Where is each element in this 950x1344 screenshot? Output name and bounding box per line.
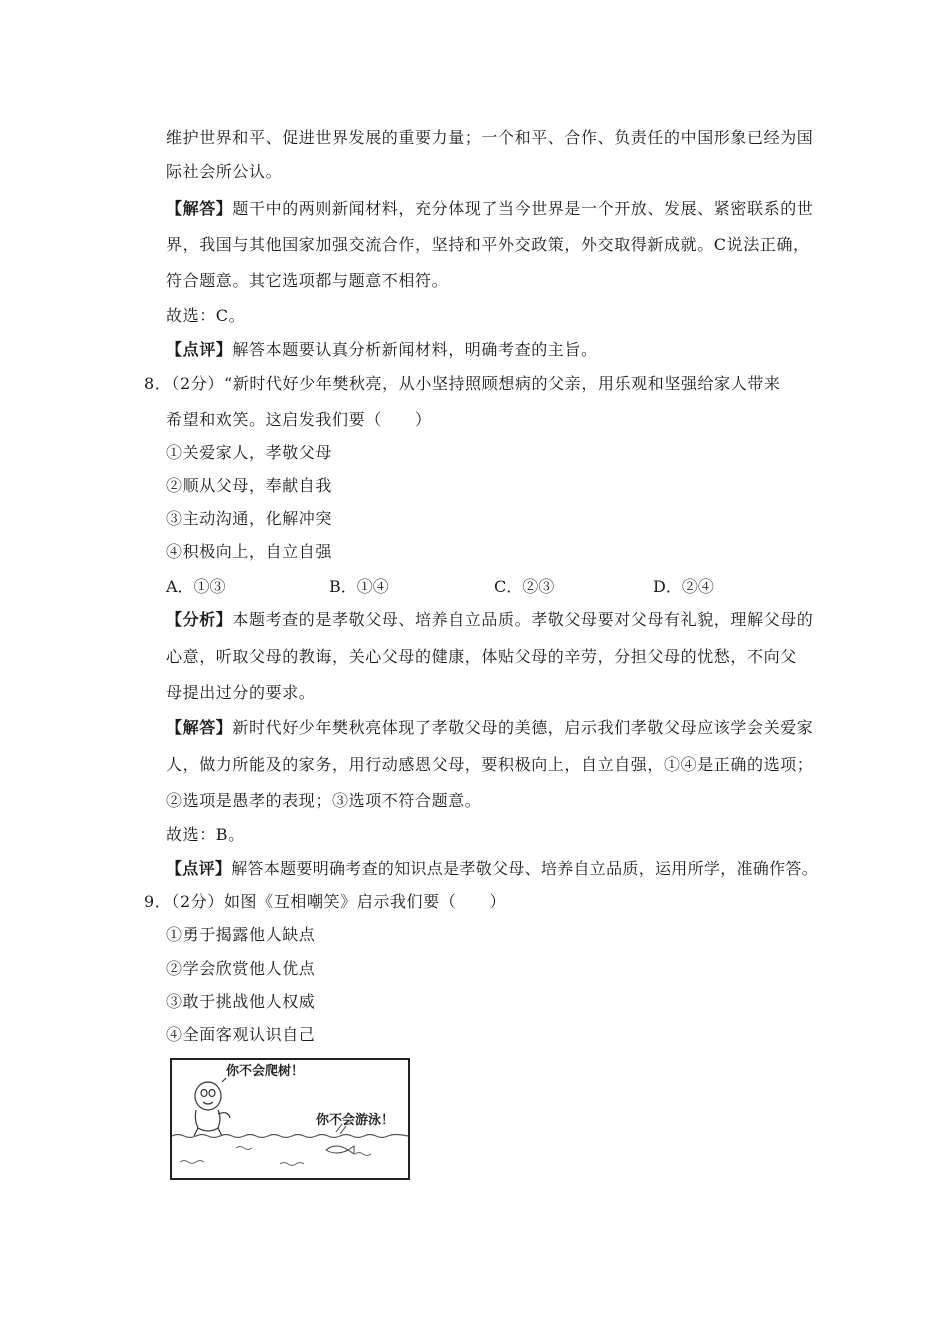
comment-tag: 【点评】 bbox=[166, 340, 233, 359]
q8-item-4: ④积极向上，自立自强 bbox=[166, 542, 333, 561]
q8-option-d: D．②④ bbox=[653, 577, 714, 596]
q8-item-2: ②顺从父母，奉献自我 bbox=[166, 476, 333, 495]
q8-option-a: A．①③ bbox=[166, 577, 226, 596]
answer-tag: 【解答】 bbox=[166, 199, 233, 218]
q9-item-2: ②学会欣赏他人优点 bbox=[166, 959, 316, 978]
q8-stem-line-2: 希望和欢笑。这启发我们要（ ） bbox=[166, 410, 432, 429]
bubble-bottom-text: 你不会游泳！ bbox=[316, 1113, 395, 1128]
q8-analysis-line-1 bbox=[166, 610, 813, 630]
q8-analysis-line-3: 母提出过分的要求。 bbox=[166, 683, 316, 702]
q8-analysis-line-2: 心意，听取父母的教诲，关心父母的健康，体贴父母的辛劳，分担父母的忧愁，不向父 bbox=[166, 647, 797, 666]
q9-item-1: ①勇于揭露他人缺点 bbox=[166, 925, 316, 944]
answer-text: 新时代好少年樊秋亮体现了孝敬父母的美德，启示我们孝敬父母应该学会关爱家 bbox=[232, 718, 814, 737]
q7-comment bbox=[166, 340, 598, 360]
cartoon-mutual-mockery bbox=[170, 1058, 410, 1180]
comment-text: 解答本题要明确考查的知识点是孝敬父母、培养自立品质，运用所学，准确作答。 bbox=[231, 859, 819, 878]
intro-line-2: 际社会所公认。 bbox=[166, 162, 283, 181]
q8-answer-line-3: ②选项是愚孝的表现；③选项不符合题意。 bbox=[166, 791, 482, 810]
q8-choice: 故选：B。 bbox=[166, 825, 245, 844]
answer-text: 题干中的两则新闻材料，充分体现了当今世界是一个开放、发展、紧密联系的世 bbox=[232, 199, 814, 218]
q8-comment bbox=[166, 859, 818, 879]
q9-item-4: ④全面客观认识自己 bbox=[166, 1025, 316, 1044]
analysis-text: 本题考查的是孝敬父母、培养自立品质。孝敬父母要对父母有礼貌，理解父母的 bbox=[232, 610, 814, 629]
comment-text: 解答本题要认真分析新闻材料，明确考查的主旨。 bbox=[232, 340, 598, 359]
analysis-tag: 【分析】 bbox=[166, 610, 233, 629]
q9-stem: 9．（2分）如图《互相嘲笑》启示我们要（ ） bbox=[144, 892, 507, 911]
q7-choice: 故选：C。 bbox=[166, 306, 246, 325]
bubble-top-text: 你不会爬树！ bbox=[226, 1064, 305, 1079]
intro-line-1: 维护世界和平、促进世界发展的重要力量；一个和平、合作、负责任的中国形象已经为国 bbox=[166, 128, 814, 147]
q7-answer-line-3: 符合题意。其它选项都与题意不相符。 bbox=[166, 271, 449, 290]
comment-tag: 【点评】 bbox=[166, 859, 232, 878]
cartoon-illustration bbox=[170, 1058, 410, 1180]
q9-item-3: ③敢于挑战他人权威 bbox=[166, 992, 316, 1011]
q7-answer-line-1 bbox=[166, 199, 813, 219]
q8-option-c: C．②③ bbox=[494, 577, 555, 596]
q8-item-3: ③主动沟通，化解冲突 bbox=[166, 509, 333, 528]
q8-answer-line-1 bbox=[166, 718, 813, 738]
q8-item-1: ①关爱家人，孝敬父母 bbox=[166, 443, 333, 462]
q8-answer-line-2: 人，做力所能及的家务，用行动感恩父母，要积极向上，自立自强，①④是正确的选项； bbox=[166, 755, 814, 774]
q7-answer-line-2: 界，我国与其他国家加强交流合作，坚持和平外交政策，外交取得新成就。C说法正确， bbox=[166, 235, 810, 254]
q8-stem-line-1: 8．（2分）“新时代好少年樊秋亮，从小坚持照顾想病的父亲，用乐观和坚强给家人带来 bbox=[144, 374, 781, 393]
q8-option-b: B．①④ bbox=[329, 577, 389, 596]
answer-tag: 【解答】 bbox=[166, 718, 233, 737]
